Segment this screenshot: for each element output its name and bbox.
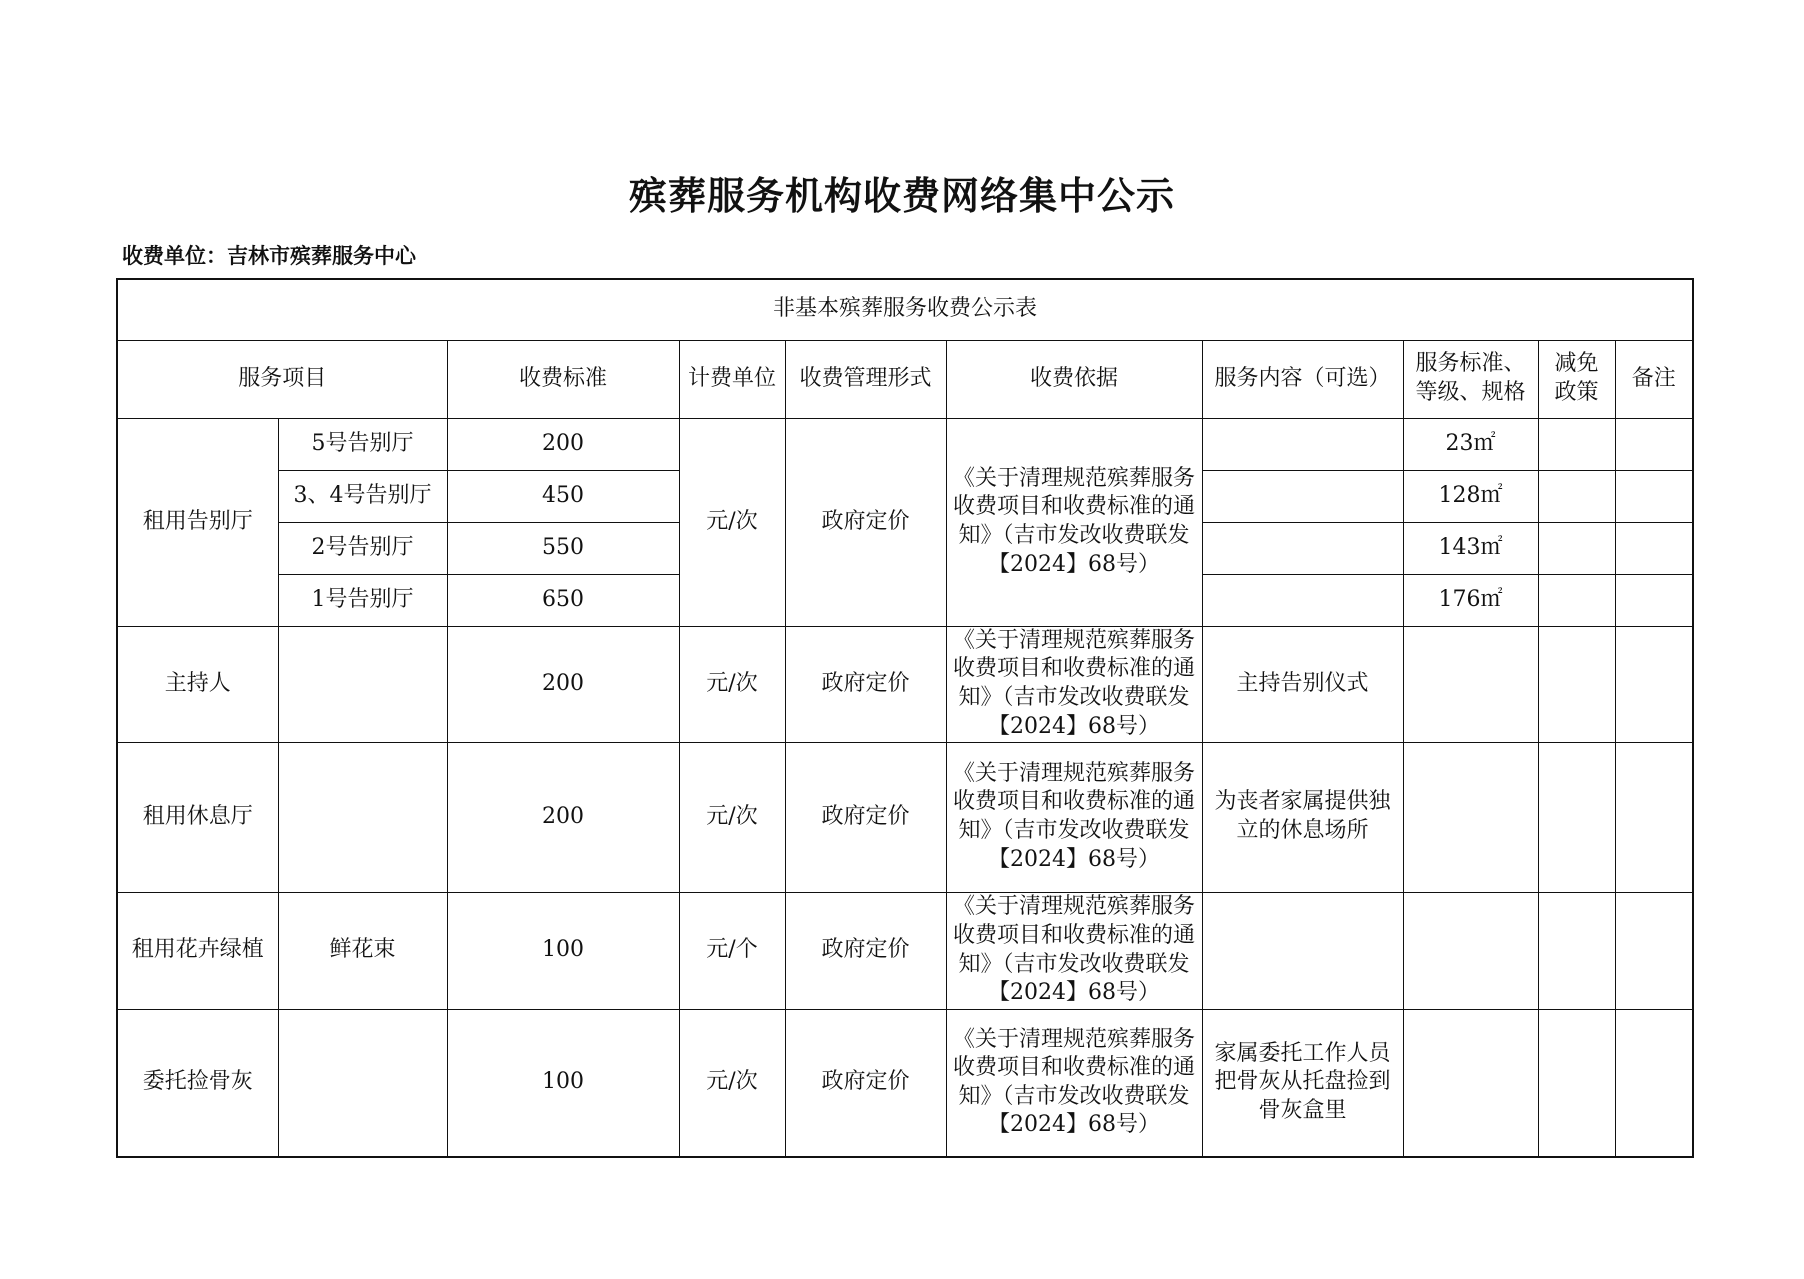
fee-cell: 200 xyxy=(447,742,679,892)
remark-cell xyxy=(1615,892,1693,1009)
mgmt-cell: 政府定价 xyxy=(785,626,946,742)
header-standard: 服务标准、等级、规格 xyxy=(1403,340,1538,418)
sub-item-cell xyxy=(278,742,447,892)
table-row xyxy=(117,892,1693,1009)
table-row xyxy=(117,418,1693,470)
item-cell: 租用告别厅 xyxy=(117,418,278,626)
mgmt-cell: 政府定价 xyxy=(785,742,946,892)
remark-cell xyxy=(1615,1009,1693,1157)
header-relief: 减免政策 xyxy=(1538,340,1615,418)
standard-cell xyxy=(1403,892,1538,1009)
item-cell: 租用花卉绿植 xyxy=(117,892,278,1009)
relief-cell xyxy=(1538,742,1615,892)
relief-cell xyxy=(1538,418,1615,470)
item-cell: 委托捡骨灰 xyxy=(117,1009,278,1157)
mgmt-cell: 政府定价 xyxy=(785,418,946,626)
standard-cell: 143㎡ xyxy=(1403,522,1538,574)
item-cell: 主持人 xyxy=(117,626,278,742)
content-cell: 家属委托工作人员把骨灰从托盘捡到骨灰盒里 xyxy=(1202,1009,1403,1157)
relief-cell xyxy=(1538,574,1615,626)
sub-item-cell: 鲜花束 xyxy=(278,892,447,1009)
basis-cell: 《关于清理规范殡葬服务收费项目和收费标准的通知》（吉市发改收费联发【2024】68号） xyxy=(946,742,1202,892)
header-remark: 备注 xyxy=(1615,340,1693,418)
relief-cell xyxy=(1538,626,1615,742)
fee-cell: 100 xyxy=(447,892,679,1009)
sub-item-cell: 2号告别厅 xyxy=(278,522,447,574)
remark-cell xyxy=(1615,626,1693,742)
basis-cell: 《关于清理规范殡葬服务收费项目和收费标准的通知》（吉市发改收费联发【2024】68号） xyxy=(946,1009,1202,1157)
header-basis: 收费依据 xyxy=(946,340,1202,418)
header-fee: 收费标准 xyxy=(447,340,679,418)
remark-cell xyxy=(1615,418,1693,470)
header-item: 服务项目 xyxy=(117,340,447,418)
sub-item-cell: 5号告别厅 xyxy=(278,418,447,470)
relief-cell xyxy=(1538,892,1615,1009)
content-cell: 主持告别仪式 xyxy=(1202,626,1403,742)
fee-table xyxy=(116,278,1694,1158)
header-unit: 计费单位 xyxy=(679,340,785,418)
standard-cell: 176㎡ xyxy=(1403,574,1538,626)
table-caption: 非基本殡葬服务收费公示表 xyxy=(117,279,1693,340)
sub-item-cell xyxy=(278,1009,447,1157)
table-caption-row xyxy=(117,279,1693,340)
mgmt-cell: 政府定价 xyxy=(785,892,946,1009)
sub-item-cell: 1号告别厅 xyxy=(278,574,447,626)
unit-cell: 元/次 xyxy=(679,626,785,742)
document-title: 殡葬服务机构收费网络集中公示 xyxy=(628,174,1175,218)
fee-cell: 200 xyxy=(447,626,679,742)
content-cell xyxy=(1202,470,1403,522)
fee-cell: 650 xyxy=(447,574,679,626)
fee-cell: 450 xyxy=(447,470,679,522)
sub-item-cell xyxy=(278,626,447,742)
content-cell xyxy=(1202,418,1403,470)
fee-cell: 550 xyxy=(447,522,679,574)
basis-cell: 《关于清理规范殡葬服务收费项目和收费标准的通知》（吉市发改收费联发【2024】68号） xyxy=(946,418,1202,626)
basis-cell: 《关于清理规范殡葬服务收费项目和收费标准的通知》（吉市发改收费联发【2024】68号） xyxy=(946,892,1202,1009)
unit-cell: 元/个 xyxy=(679,892,785,1009)
payee-unit: 收费单位：吉林市殡葬服务中心 xyxy=(122,244,416,268)
standard-cell xyxy=(1403,626,1538,742)
fee-cell: 100 xyxy=(447,1009,679,1157)
content-cell xyxy=(1202,892,1403,1009)
mgmt-cell: 政府定价 xyxy=(785,1009,946,1157)
fee-cell: 200 xyxy=(447,418,679,470)
standard-cell xyxy=(1403,742,1538,892)
table-row xyxy=(117,742,1693,892)
remark-cell xyxy=(1615,522,1693,574)
standard-cell xyxy=(1403,1009,1538,1157)
content-cell: 为丧者家属提供独立的休息场所 xyxy=(1202,742,1403,892)
standard-cell: 128㎡ xyxy=(1403,470,1538,522)
content-cell xyxy=(1202,574,1403,626)
remark-cell xyxy=(1615,470,1693,522)
basis-cell: 《关于清理规范殡葬服务收费项目和收费标准的通知》（吉市发改收费联发【2024】68号） xyxy=(946,626,1202,742)
unit-cell: 元/次 xyxy=(679,418,785,626)
standard-cell: 23㎡ xyxy=(1403,418,1538,470)
relief-cell xyxy=(1538,522,1615,574)
table-header-row xyxy=(117,340,1693,418)
remark-cell xyxy=(1615,742,1693,892)
content-cell xyxy=(1202,522,1403,574)
table-row xyxy=(117,1009,1693,1157)
header-mgmt: 收费管理形式 xyxy=(785,340,946,418)
remark-cell xyxy=(1615,574,1693,626)
relief-cell xyxy=(1538,1009,1615,1157)
unit-cell: 元/次 xyxy=(679,1009,785,1157)
header-content: 服务内容（可选） xyxy=(1202,340,1403,418)
table-row xyxy=(117,626,1693,742)
item-cell: 租用休息厅 xyxy=(117,742,278,892)
relief-cell xyxy=(1538,470,1615,522)
unit-cell: 元/次 xyxy=(679,742,785,892)
sub-item-cell: 3、4号告别厅 xyxy=(278,470,447,522)
